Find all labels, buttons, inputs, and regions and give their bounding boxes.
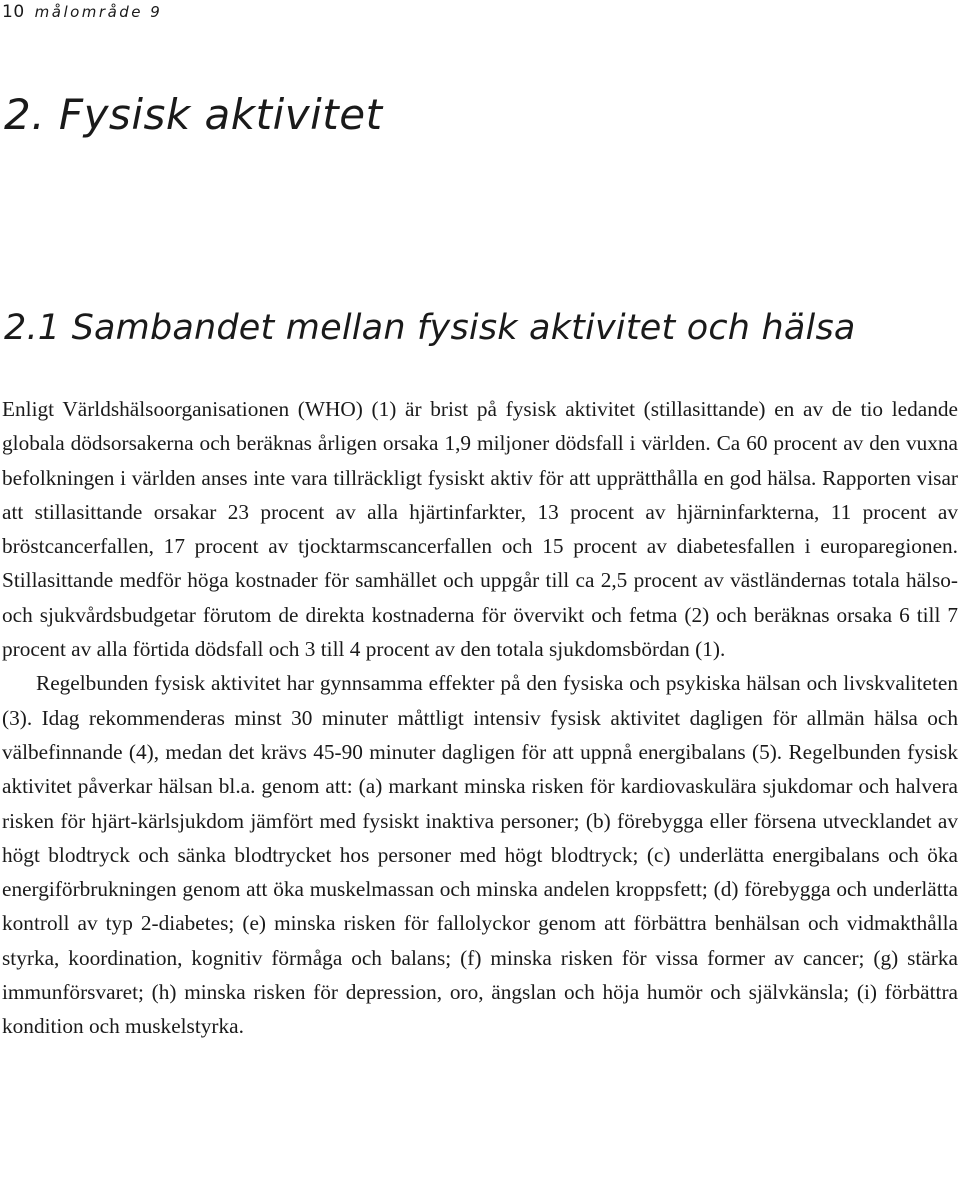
body-text	[2, 392, 958, 1044]
chapter-title: 2. Fysisk aktivitet	[4, 90, 383, 139]
running-head-section-label: målområde 9	[34, 3, 163, 21]
paragraph-2: Regelbunden fysisk aktivitet har gynnsamma effekter på den fysiska och psykiska hälsan och livskvaliteten (3). Idag rekommenderas minst 30 minuter måttligt intensiv fysisk aktivitet dagligen för allmän hälsa och välbefinnande (4), medan det krävs 45-90 minuter dagligen för att uppnå energibalans (5). Regelbunden fysisk aktivitet påverkar hälsan bl.a. genom att: (a) markant minska risken för kardiovaskulära sjukdomar och halvera risken för hjärt-kärlsjukdom jämfört med fysiskt inaktiva personer; (b) förebygga eller försena utvecklandet av högt blodtryck och sänka blodtrycket hos personer med högt blodtryck; (c) underlätta energibalans och öka energiförbrukningen genom att öka muskelmassan och minska andelen kroppsfett; (d) förebygga och underlätta kontroll av typ 2-diabetes; (e) minska risken för fallolyckor genom att förbättra benhälsan och vidmakthålla styrka, koordination, kognitiv förmåga och balans; (f) minska risken för vissa former av cancer; (g) stärka immunförsvaret; (h) minska risken för depression, oro, ängslan och höja humör och självkänsla; (i) förbättra kondition och muskelstyrka.	[2, 671, 958, 1039]
page-number: 10	[2, 2, 25, 22]
section-title: 2.1 Sambandet mellan fysisk aktivitet och hälsa	[4, 308, 856, 348]
running-head	[2, 2, 162, 22]
paragraph-1: Enligt Världshälsoorganisationen (WHO) (1) är brist på fysisk aktivitet (stillasittande) en av de tio ledande globala dödsorsakerna och beräknas årligen orsaka 1,9 miljoner dödsfall i världen. Ca 60 procent av den vuxna befolkningen i världen anses inte vara tillräckligt fysiskt aktiv för att upprätthålla en god hälsa. Rapporten visar att stillasittande orsakar 23 procent av alla hjärtinfarkter, 13 procent av hjärninfarkterna, 11 procent av bröstcancerfallen, 17 procent av tjocktarmscancerfallen och 15 procent av diabetesfallen i europaregionen. Stillasittande medför höga kostnader för samhället och uppgår till ca 2,5 procent av västländernas totala hälso- och sjukvårdsbudgetar förutom de direkta kostnaderna för övervikt och fetma (2) och beräknas orsaka 6 till 7 procent av alla förtida dödsfall och 3 till 4 procent av den totala sjukdomsbördan (1).	[2, 397, 958, 662]
